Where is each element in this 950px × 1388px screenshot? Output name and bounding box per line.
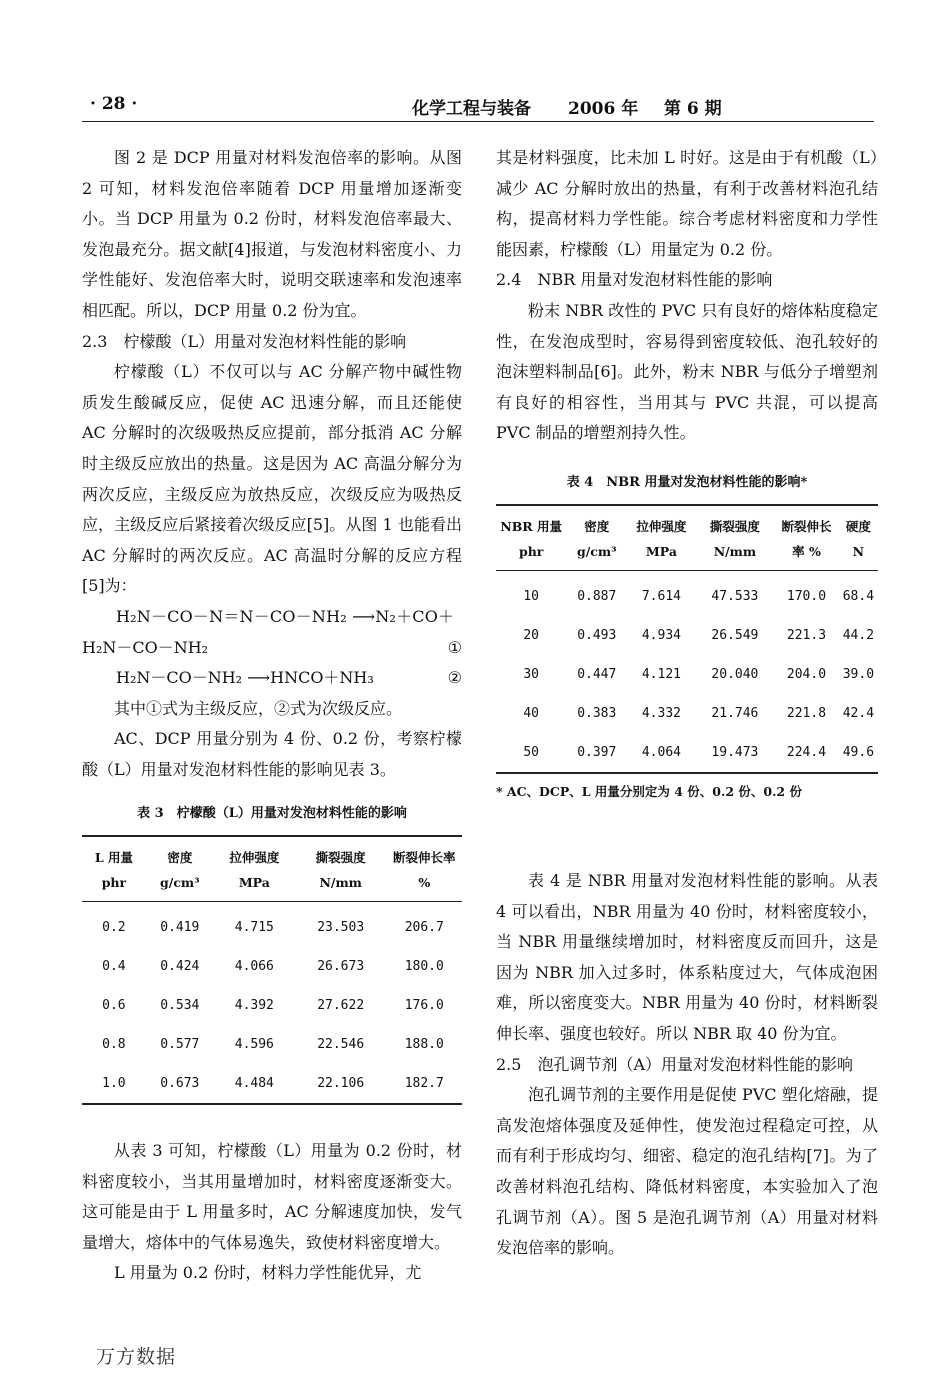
table-cell: 0.887: [577, 588, 617, 604]
table-cell: 176.0: [404, 997, 444, 1013]
paragraph: 粉末 NBR 改性的 PVC 只有良好的熔体粘度稳定性，在发泡成型时，容易得到密度较低、泡孔较好的泡沫塑料制品[6]。此外，粉末 NBR 与低分子增塑剂有良好的相容性，当用其与 PVC 共混，可以提高 PVC 制品的增塑剂持久性。: [496, 300, 878, 443]
right-column: [496, 143, 878, 449]
table-4-footnote: * AC、DCP、L 用量分别定为 4 份、0.2 份、0.2 份: [496, 784, 802, 799]
table-cell: 188.0: [404, 1036, 444, 1052]
table-cell: 0.397: [577, 744, 617, 760]
paragraph: AC、DCP 用量分别为 4 份、0.2 份，考察柠檬酸（L）用量对发泡材料性能的影响见表 3。: [82, 729, 462, 779]
table-cell: 4.392: [234, 997, 274, 1013]
table-cell: 0.534: [160, 997, 200, 1013]
right-column-bottom: [496, 866, 878, 1264]
table-cell: 0.6: [102, 997, 126, 1013]
paragraph: L 用量为 0.2 份时，材料力学性能优异，尤: [114, 1263, 422, 1283]
table-cell: 20.040: [711, 666, 759, 682]
table-header-cell: 拉伸强度 MPa: [229, 850, 280, 890]
table-header-row: [496, 505, 878, 571]
table-header-cell: 撕裂强度 N/mm: [709, 519, 760, 559]
paragraph: 表 4 是 NBR 用量对发泡材料性能的影响。从表 4 可以看出，NBR 用量为 40 份时，材料密度较小，当 NBR 用量继续增加时，材料密度反而回升，这是因为 NBR 加入过多时，体系粘度过大，气体成泡困难，所以密度变大。NBR 用量为 40 份时，材料断裂伸长率、强度也较好。所以 NBR 取 40 份为宜。: [496, 871, 878, 1043]
table-cell: 0.673: [160, 1075, 200, 1091]
table-row: [496, 571, 878, 617]
table-row: [82, 947, 462, 986]
paragraph: 其是材料强度，比未加 L 时好。这是由于有机酸（L）减少 AC 分解时放出的热量，有利于改善材料泡孔结构，提高材料力学性能。综合考虑材料密度和力学性能因素，柠檬酸（L）用量定为 0.2 份。: [496, 148, 878, 259]
table-cell: 4.066: [234, 958, 274, 974]
table-row: [82, 1025, 462, 1064]
table-header-row: [82, 836, 462, 902]
equation-1-line-1: H₂N－CO－N＝N－CO－NH₂ ⟶N₂＋CO＋: [116, 606, 455, 626]
table-cell: 23.503: [317, 919, 365, 935]
table-cell: 0.2: [102, 919, 126, 935]
table-header-cell: 撕裂强度 N/mm: [315, 850, 366, 890]
table-cell: 4.332: [641, 705, 681, 721]
table-cell: 47.533: [711, 588, 759, 604]
equation-1-number: ①: [447, 637, 462, 657]
table-3-title: 表 3 柠檬酸（L）用量对发泡材料性能的影响: [137, 806, 407, 821]
equation-2-text: H₂N－CO－NH₂ ⟶HNCO＋NH₃: [116, 668, 374, 688]
table-cell: 21.746: [711, 705, 759, 721]
paragraph: 柠檬酸（L）不仅可以与 AC 分解产物中碱性物质发生酸碱反应，促使 AC 迅速分解，而且还能使 AC 分解时的次级吸热反应提前，部分抵消 AC 分解时主级反应放出的热量。这是因为 AC 高温分解分为两次反应，主级反应为放热反应，次级反应为吸热反应，主级反应后紧接着次级反应[5]。从图 1 也能看出 AC 分解时的两次反应。AC 高温时分解的反应方程[5]为：: [82, 362, 462, 596]
table-row: [496, 655, 878, 694]
paragraph: 从表 3 可知，柠檬酸（L）用量为 0.2 份时，材料密度较小，当其用量增加时，材料密度逐渐变大。这可能是由于 L 用量多时，AC 分解速度加快，发气量增大，熔体中的气体易逸失，致使材料密度增大。: [82, 1141, 462, 1252]
table-cell: 19.473: [711, 744, 759, 760]
table-row: [82, 902, 462, 948]
table-4: [496, 504, 878, 774]
table-cell: 4.934: [641, 627, 681, 643]
section-heading-2-3: 2.3 柠檬酸（L）用量对发泡材料性能的影响: [82, 331, 407, 351]
table-cell: 4.484: [234, 1075, 274, 1091]
table-cell: 26.549: [711, 627, 759, 643]
table-cell: 26.673: [317, 958, 365, 974]
equation-2: [82, 663, 462, 694]
table-cell: 0.383: [577, 705, 617, 721]
table-cell: 40: [523, 705, 540, 721]
watermark: 万方数据: [96, 1346, 177, 1368]
equation-1-line-2: [82, 633, 462, 664]
table-cell: 224.4: [786, 744, 827, 760]
running-header: [82, 92, 872, 122]
table-cell: 170.0: [786, 588, 827, 604]
journal-name: 化学工程与装备: [412, 99, 531, 119]
table-cell: 204.0: [786, 666, 827, 682]
table-cell: 7.614: [641, 588, 681, 604]
section-heading-2-5: 2.5 泡孔调节剂（A）用量对发泡材料性能的影响: [496, 1054, 854, 1074]
table-cell: 49.6: [842, 744, 875, 760]
page-number: · 28 ·: [90, 94, 138, 114]
table-cell: 180.0: [404, 958, 444, 974]
table-4-block: [496, 472, 878, 804]
table-4-title: 表 4 NBR 用量对发泡材料性能的影响*: [566, 475, 808, 490]
equation-2-number: ②: [447, 668, 462, 688]
table-cell: 0.493: [577, 627, 617, 643]
table-cell: 22.106: [317, 1075, 365, 1091]
table-row: [82, 1064, 462, 1104]
table-header-cell: 断裂伸长率 %: [393, 850, 456, 890]
table-cell: 4.121: [641, 666, 681, 682]
table-header-cell: 断裂伸长率 %: [781, 519, 832, 559]
table-cell: 0.419: [160, 919, 200, 935]
paragraph: 其中①式为主级反应，②式为次级反应。: [114, 698, 403, 718]
table-header-cell: 拉伸强度 MPa: [636, 519, 687, 559]
table-cell: 27.622: [317, 997, 365, 1013]
table-header-cell: 密度 g/cm³: [576, 519, 617, 559]
table-header-cell: L 用量 phr: [94, 850, 133, 890]
paragraph: 图 2 是 DCP 用量对材料发泡倍率的影响。从图 2 可知，材料发泡倍率随着 DCP 用量增加逐渐变小。当 DCP 用量为 0.2 份时，材料发泡倍率最大、发泡最充分。据文献[4]报道，与发泡材料密度小、力学性能好、发泡倍率大时，说明交联速率和发泡速率相匹配。所以，DCP 用量 0.2 份为宜。: [82, 148, 462, 320]
journal-issue: 第 6 期: [664, 99, 722, 119]
equation-1-text: H₂N－CO－NH₂: [82, 637, 209, 657]
table-3-block: [82, 803, 462, 1105]
table-row: [496, 616, 878, 655]
table-cell: 206.7: [404, 919, 444, 935]
table-cell: 0.577: [160, 1036, 200, 1052]
table-cell: 30: [523, 666, 540, 682]
table-cell: 50: [523, 744, 540, 760]
table-cell: 42.4: [842, 705, 875, 721]
table-cell: 0.424: [160, 958, 200, 974]
table-header-cell: 硬度 N: [845, 519, 871, 559]
table-row: [82, 986, 462, 1025]
journal-year: 2006 年: [568, 99, 639, 119]
table-header-cell: NBR 用量 phr: [500, 519, 563, 559]
table-cell: 4.064: [641, 744, 681, 760]
table-row: [496, 694, 878, 733]
table-cell: 10: [523, 588, 540, 604]
table-cell: 4.596: [234, 1036, 274, 1052]
table-cell: 0.8: [102, 1036, 126, 1052]
table-cell: 0.4: [102, 958, 126, 974]
left-column: [82, 143, 462, 785]
table-header-cell: 密度 g/cm³: [160, 850, 200, 890]
table-cell: 4.715: [234, 919, 274, 935]
table-cell: 1.0: [102, 1075, 126, 1091]
paragraph: 泡孔调节剂的主要作用是促使 PVC 塑化熔融，提高发泡熔体强度及延伸性，使发泡过程稳定可控，从而有利于形成均匀、细密、稳定的泡孔结构[7]。为了改善材料泡孔结构、降低材料密度，本实验加入了泡孔调节剂（A）。图 5 是泡孔调节剂（A）用量对材料发泡倍率的影响。: [496, 1085, 878, 1258]
header-rule: [82, 121, 874, 122]
table-cell: 44.2: [842, 627, 875, 643]
section-heading-2-4: 2.4 NBR 用量对发泡材料性能的影响: [496, 270, 773, 290]
table-cell: 0.447: [577, 666, 617, 682]
table-cell: 68.4: [842, 588, 875, 604]
table-cell: 182.7: [404, 1075, 444, 1091]
table-row: [496, 733, 878, 773]
table-cell: 20: [523, 627, 540, 643]
table-3: [82, 835, 462, 1105]
left-column-bottom: [82, 1136, 462, 1289]
table-cell: 221.3: [786, 627, 827, 643]
table-cell: 22.546: [317, 1036, 365, 1052]
table-cell: 221.8: [786, 705, 827, 721]
table-cell: 39.0: [842, 666, 875, 682]
